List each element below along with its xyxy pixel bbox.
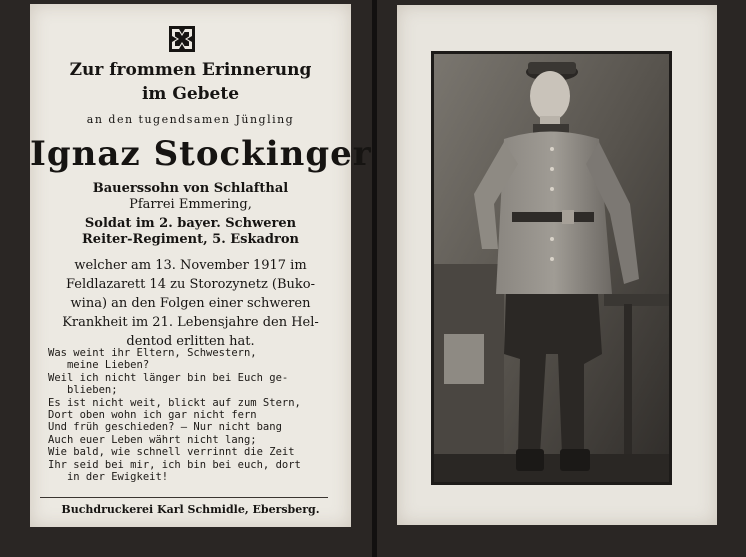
deceased-name: Ignaz Stockinger [30,134,372,174]
death-notice-line: welcher am 13. November 1917 im [74,258,307,273]
origin-line-1: Bauerssohn von Schlafthal [92,181,289,196]
soldier-portrait [434,54,669,482]
soldier-figure-image [434,54,669,482]
poem-line: Es ist nicht weit, blickt auf zum Stern, [48,396,301,409]
death-notice-line: Krankheit im 21. Lebensjahre den Hel- [62,315,319,330]
printer-credit: Buchdruckerei Karl Schmidle, Ebersberg. [61,503,320,516]
poem-line: Was weint ihr Eltern, Schwestern, [48,347,257,359]
death-notice-line: dentod erlitten hat. [126,334,255,349]
death-notice [30,256,351,351]
death-notice-line: Feldlazarett 14 zu Storozynetz (Buko- [65,277,316,292]
poem-line: Ihr seid bei mir, ich bin bei euch, dort [48,458,301,471]
rank-line-1: Soldat im 2. bayer. Schweren [84,216,297,231]
card-fold [372,0,377,557]
poem-line: Weil ich nicht länger bin bei Euch ge- [48,371,289,384]
death-notice-line: wina) an den Folgen einer schweren [70,296,311,311]
rank-line-2: Reiter-Regiment, 5. Eskadron [82,232,299,247]
poem-line: in der Ewigkeit! [48,471,169,484]
dedication: an den tugendsamen Jüngling [86,113,295,126]
poem-line: Dort oben wohn ich gar nicht fern [48,409,257,422]
iron-cross-icon [169,26,195,52]
poem-line: Und früh geschieden? — Nur nicht bang [48,421,282,434]
origin-line-2: Pfarrei Emmering, [129,197,252,212]
memorial-poem [48,347,348,483]
poem-line: Wie bald, wie schnell verrinnt die Zeit [48,446,295,459]
poem-line: meine Lieben? [48,359,150,372]
divider [40,497,328,498]
heading-line-2: im Gebete [141,84,240,104]
poem-line: blieben; [48,384,118,397]
poem-line: Auch euer Leben währt nicht lang; [48,433,257,446]
heading-line-1: Zur frommen Erinnerung [69,60,312,80]
